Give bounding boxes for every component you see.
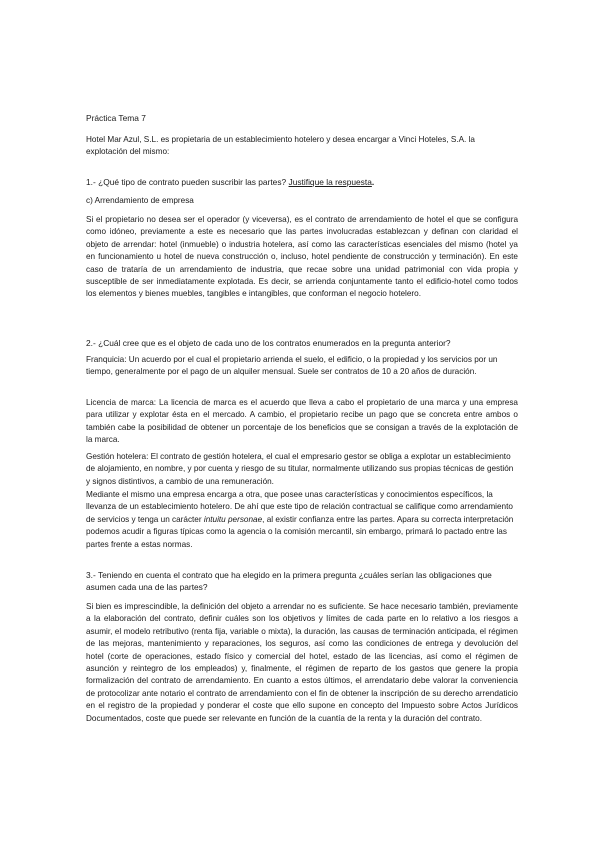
question-1-end: .: [371, 177, 375, 187]
answer-2-gestion: Gestión hotelera: El contrato de gestión hotelera, el cual el empresario gestor se obliga a explotar un establecimiento de alojamiento, en nombre, y por cuenta y riesgo de su titular, normalmente utilizando sus propias técnicas de gestión y signos distintivos, a cambio de una remuneración.: [86, 452, 514, 486]
intro-paragraph: Hotel Mar Azul, S.L. es propietaria de un establecimiento hotelero y desea encargar a Vinci Hoteles, S.A. la explotación del mismo:: [86, 135, 475, 157]
question-1-emphasis: Justifique la respuesta: [288, 177, 372, 187]
answer-2-licencia: Licencia de marca: La licencia de marca es el acuerdo que lleva a cabo el propietario de una marca y una empresa para utilizar y explotar ésta en el mercado. A cambio, el propietario recibe un pago que se concreta entre ambos o también cabe la posibilidad de obtener un porcentaje de los beneficios que se consigan a través de la explotación de la marca.: [86, 398, 518, 445]
question-1-text: 1.- ¿Qué tipo de contrato pueden suscribir las partes?: [86, 177, 287, 187]
answer-2-mediante-before: Mediante el mismo una empresa encarga a otra, que posee unas características y conocimientos específicos, la llevanza de un establecimiento hotelero. De ahí que este tipo de relación contractual se califique como arrendamiento de servicios y tenga un carácter: [86, 490, 513, 524]
answer-2-mediante: [86, 489, 518, 551]
answer-1-label: c) Arrendamiento de empresa: [86, 196, 194, 205]
question-3: 3.- Teniendo en cuenta el contrato que ha elegido en la primera pregunta ¿cuáles serían las obligaciones que asumen cada una de las partes?: [86, 570, 492, 593]
answer-2-franquicia: Franquicia: Un acuerdo por el cual el propietario arrienda el suelo, el edificio, o la propiedad y los servicios por un tiempo, generalmente por el pago de un alquiler mensual. Suele ser contratos de 10 a 20 años de duración.: [86, 355, 498, 377]
answer-2-mediante-after: , al existir confianza entre las partes. Apara su correcta interpretación podemos acudir a figuras típicas como la agencia o la comisión mercantil, sin embargo, primará lo pactado entre las partes frente a estas normas.: [86, 514, 514, 549]
answer-3-paragraph: Si bien es imprescindible, la definición del objeto a arrendar no es suficiente. Se hace necesario también, previamente a la elaboración del contrato, definir cuáles son los objetivos y límites de cada parte en lo relativo a los riesgos a asumir, el modelo retributivo (renta fija, variable o mixta), la duración, las causas de terminación anticipada, el régimen de las mejoras, mantenimiento y reparaciones, los seguros, así como las condiciones de entrega y devolución del hotel (corte de operaciones, estado físico y comercial del hotel, estado de las licencias, así como el régimen de asunción y reintegro de los empleados) y, finalmente, el régimen de reparto de los gastos que genere la propia formalización del contrato de arrendamiento. En cuanto a estos últimos, el arrendatario debe valorar la conveniencia de protocolizar ante notario el contrato de arrendamiento con el fin de obtener la inscripción de su derecho arrendaticio en el registro de la propiedad y ponderar el coste que ello supone en concepto del Impuesto sobre Actos Jurídicos Documentados, coste que puede ser relevante en función de la cuantía de la renta y la duración del contrato.: [86, 602, 518, 723]
question-1: [86, 176, 518, 188]
answer-1-paragraph: Si el propietario no desea ser el operador (y viceversa), es el contrato de arrendamiento de hotel el que se configura como idóneo, previamente a este es necesario que las partes involucradas establezcan y definan con claridad el objeto de arrendar: hotel (inmueble) o industria hotelera, así como las características esenciales del mismo (hotel ya en funcionamiento u hotel de nueva construcción o, incluso, hotel pendiente de construcción y terminación). En este caso de trataría de un arrendamiento de industria, que recae sobre una unidad patrimonial con vida propia y susceptible de ser inmediatamente explotada. Es decir, se arrienda conjuntamente tanto el edificio-hotel como todos los elementos y bienes muebles, tangibles e intangibles, que conforman el negocio hotelero.: [86, 215, 518, 299]
question-2: 2.- ¿Cuál cree que es el objeto de cada uno de los contratos enumerados en la pregunta anterior?: [86, 338, 451, 348]
document-title: Práctica Tema 7: [86, 113, 146, 123]
answer-2-mediante-italic: intuitu personae: [203, 514, 263, 524]
